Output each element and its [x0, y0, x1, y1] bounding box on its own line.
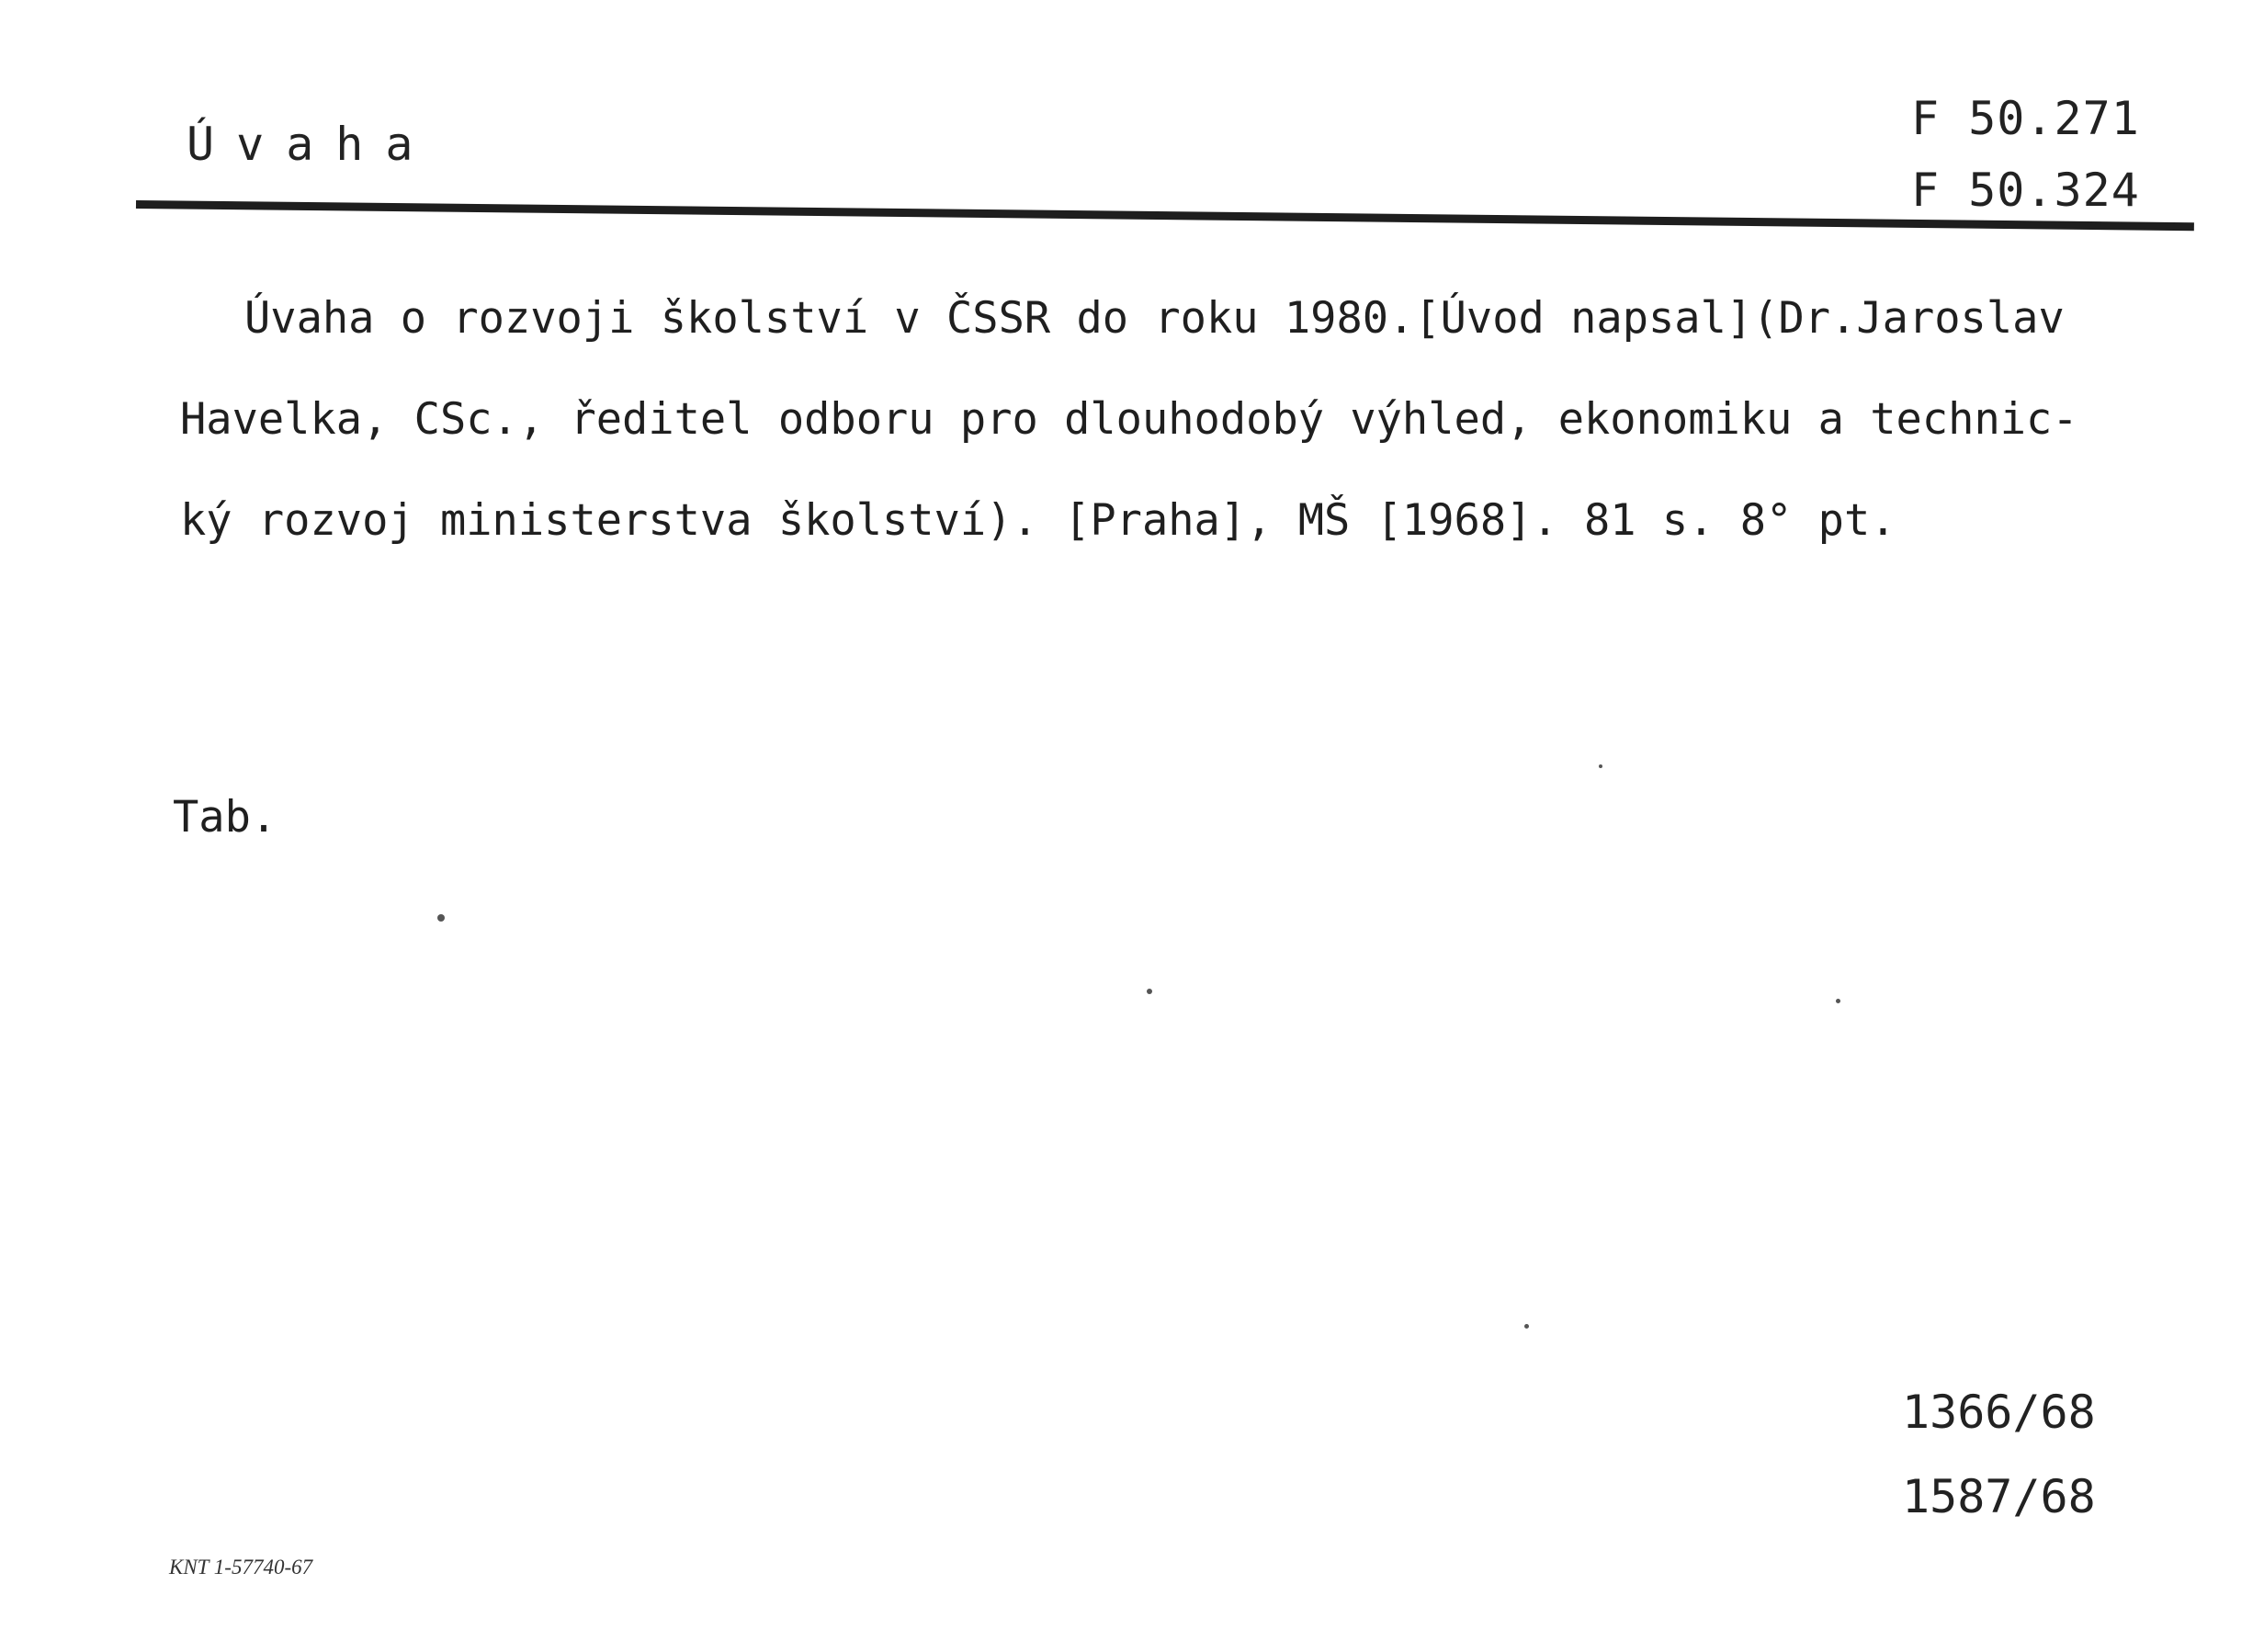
ink-speck [1524, 1324, 1529, 1329]
ink-speck [1599, 764, 1602, 768]
description-line-2: Havelka, CSc., ředitel odboru pro dlouhodobý výhled, ekonomiku a technic- [180, 394, 2078, 445]
ink-speck [1836, 999, 1840, 1003]
description-line-3: ký rozvoj ministerstva školství). [Praha], MŠ [1968]. 81 s. 8° pt. [180, 495, 1896, 546]
card-heading: Úvaha [187, 118, 436, 171]
shelfmark-1: F 50.271 [1911, 92, 2140, 145]
ink-speck [437, 914, 445, 922]
ink-speck [1147, 989, 1152, 994]
description-line-1: Úvaha o rozvoji školství v ČSSR do roku 1980.[Úvod napsal](Dr.Jaroslav [244, 293, 2065, 344]
heading-rule [136, 200, 2194, 231]
bibliographic-description [180, 268, 2220, 571]
accession-number-1: 1366/68 [1902, 1386, 2096, 1439]
accession-number-2: 1587/68 [1902, 1470, 2096, 1523]
shelfmark-2: F 50.324 [1911, 164, 2140, 217]
printer-mark: KNT 1-57740-67 [169, 1556, 313, 1578]
note-tab: Tab. [173, 792, 277, 843]
